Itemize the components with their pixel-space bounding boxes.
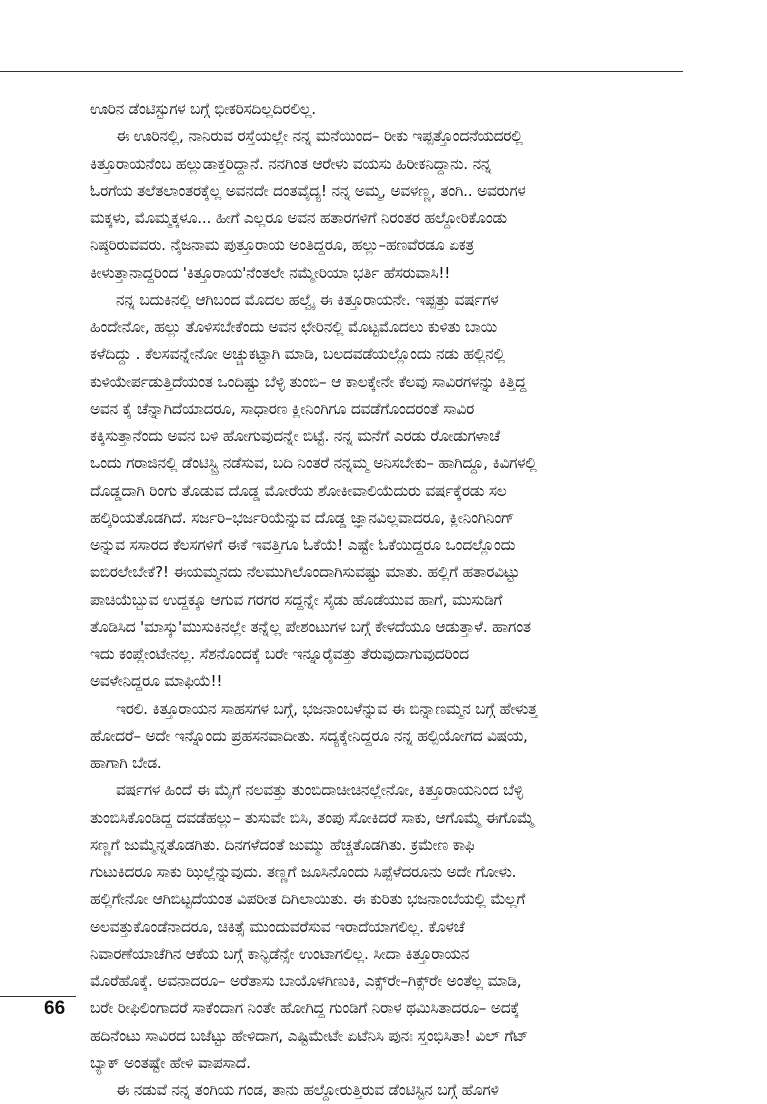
page-number: 66: [44, 998, 66, 1019]
text-line: ತುಂಬಿಸಿಕೊಂಡಿದ್ದ ದವಡೆಹಲ್ಲು– ತುಸುವೇ ಬಿಸಿ, ತಂಪು ಸೋಕಿದರೆ ಸಾಕು, ಆಗೊಮ್ಮೆ ಈಗೊಮ್ಮೆ: [90, 808, 535, 827]
text-line: ಮಕ್ಕಳು, ಮೊಮ್ಮಕ್ಕಳೂ... ಹೀಗೆ ಎಲ್ಲರೂ ಅವನ ಹತಾರಗಳಿಗೆ ನಿರಂತರ ಹಲ್ದೋರಿಕೊಂಡು: [90, 209, 507, 227]
text-line: ಕೀಳುತ್ತಾನಾದ್ದರಿಂದ 'ಕಿತ್ತೂರಾಯ'ನೆಂತಲೇ ನಮ್ಮೇರಿಯಾ ಭರ್ತಿ ಹೆಸರುವಾಸಿ!!: [90, 263, 451, 282]
text-line: ಅವಳೇನಿದ್ದರೂ ಮಾಫಿಯೆ!!: [90, 672, 223, 691]
text-line: ಬ್ಯಾಕ್ ಅಂತಷ್ಟೇ ಹೇಳಿ ವಾಪಸಾದೆ.: [90, 1053, 251, 1072]
text-line: ಅಲವತ್ತುಕೊಂಡೆನಾದರೂ, ಚಿಕಿತ್ಸೆ ಮುಂದುವರೆಸುವ ಇರಾದೆಯಾಗಲಿಲ್ಲ. ಕೊಳಚೆ: [90, 917, 465, 936]
text-line: ನಿವಾರಣೆಯಾಚೆಗಿನ ಆಕೆಯ ಬಗ್ಗೆ ಕಾನ್ಫಿಡೆನ್ಸೇ ಉಂಟಾಗಲಿಲ್ಲ. ಸೀದಾ ಕಿತ್ತೂರಾಯನ: [90, 944, 470, 963]
footer-rule: [0, 996, 76, 997]
text-line: ಅನ್ನುವ ಸಸಾರದ ಕೆಲಸಗಳಿಗೆ ಈಕೆ ಇವತ್ತಿಗೂ ಓಕೆಯೆ! ಎಷ್ಟೇ ಓಕೆಯಿದ್ದರೂ ಒಂದಲ್ಲೊಂದು: [90, 536, 516, 554]
text-line: ಹಿಂದೇನೋ, ಹಲ್ಲು ತೊಳಿಸಬೇಕೆಂದು ಅವನ ಛೇರಿನಲ್ಲಿ ಮೊಟ್ಟಮೊದಲು ಕುಳಿತು ಬಾಯಿ: [90, 318, 497, 336]
text-line: ಕಳೆದಿದ್ದು . ಕೆಲಸವನ್ನೇನೋ ಅಚ್ಚುಕಟ್ಟಾಗಿ ಮಾಡಿ, ಬಲದವಡೆಯಲ್ಲೊಂದು ನಡು ಹಲ್ಲಿನಲ್ಲಿ: [90, 345, 505, 364]
body-text: [90, 96, 678, 1104]
text-line: ದೊಡ್ಡದಾಗಿ ರಿಂಗು ತೊಡುವ ದೊಡ್ಡ ಮೋರೆಯ ಶೋಕೀವಾಲಿಯೆದುರು ವರ್ಷಕ್ಕೆರಡು ಸಲ: [90, 481, 507, 500]
text-line: ಹಲ್ಲಿಗೇನೋ ಆಗಿಬಿಟ್ಟದೆಯಂತ ವಿಪರೀತ ದಿಗಿಲಾಯಿತು. ಈ ಕುರಿತು ಭಜನಾಂಬೆಯಲ್ಲಿ ಮೆಲ್ಲಗೆ: [90, 890, 526, 909]
text-line: ಹದಿನೆಂಟು ಸಾವಿರದ ಬಜೆಟ್ಟು ಹೇಳಿದಾಗ, ಎಷ್ಟಿಮೇಟೇ ಏಟೆನಿಸಿ ಪುನಃ ಸ್ತಂಭಿಸಿತಾ! ವಿಲ್ ಗೆಟ್: [90, 1026, 528, 1045]
text-line: ಒಂದು ಗರಾಜಿನಲ್ಲಿ ಡೆಂಟಿಸ್ಟ್ರಿ ನಡೆಸುವ, ಬದಿ ನಿಂತರೆ ನನ್ನಮ್ಮ ಅನಿಸಬೇಕು– ಹಾಗಿದ್ದೂ, ಕಿವಿಗಳಲ್ಲಿ: [90, 454, 537, 473]
text-line: ಊರಿನ ಡೆಂಟಿಸ್ಟುಗಳ ಬಗ್ಗೆ ಭೀಕರಿಸದಿಲ್ಲದಿರಲಿಲ್ಲ.: [90, 100, 316, 118]
text-line: ಇದು ಕಂಪ್ಲೇಂಟೇನಲ್ಲ. ಸೆಶನೊಂದಕ್ಕೆ ಬರೇ ಇನ್ನೂರೈವತ್ತು ತೆರುವುದಾಗುವುದರಿಂದ: [90, 645, 469, 663]
text-line: ಕುಳಿಯೇರ್ಪಡುತ್ತಿದೆಯಂತ ಒಂದಿಷ್ಟು ಬೆಳ್ಳಿ ತುಂಬಿ– ಆ ಕಾಲಕ್ಕೇನೇ ಕೆಲವು ಸಾವಿರಗಳನ್ನು ಕಿತ್ತಿದ್ದ: [90, 372, 527, 391]
text-line: ಇರಲಿ. ಕಿತ್ತೂರಾಯನ ಸಾಹಸಗಳ ಬಗ್ಗೆ, ಭಜನಾಂಬಳೆನ್ನುವ ಈ ಬಿನ್ನಾಣಮ್ಮನ ಬಗ್ಗೆ ಹೇಳುತ್ತ: [116, 699, 538, 718]
text-line: ಬರೇ ರೀಫಿಲಿಂಗಾದರೆ ಸಾಕೆಂದಾಗ ನಿಂತೇ ಹೋಗಿದ್ದ ಗುಂಡಿಗೆ ನಿರಾಳ ಥಮಿಸಿತಾದರೂ– ಅದಕ್ಕೆ: [90, 999, 520, 1018]
text-line: ವರ್ಷಗಳ ಹಿಂದೆ ಈ ಮೈಗೆ ನಲವತ್ತು ತುಂಬಿದಾಚೀಚಿನಲ್ಲೇನೋ, ಕಿತ್ತೂರಾಯನಿಂದ ಬೆಳ್ಳಿ: [116, 781, 523, 800]
text-line: ಕಿತ್ತೂರಾಯನೆಂಬ ಹಲ್ಲುಡಾಕ್ತರಿದ್ದಾನೆ. ನನಗಿಂತ ಆರೇಳು ವಯಸು ಹಿರೀಕನಿದ್ದಾನು. ನನ್ನ: [90, 154, 492, 173]
text-line: ನಿಷ್ಠರಿರುವವರು. ನೈಜನಾಮ ಪುತ್ತೂರಾಯ ಅಂತಿದ್ದರೂ, ಹಲ್ಲು–ಹಣವೆರಡೂ ಏಕತ್ರ: [90, 236, 475, 255]
text-line: ಈ ನಡುವೆ ನನ್ನ ತಂಗಿಯ ಗಂಡ, ತಾನು ಹಲ್ದೋರುತ್ತಿರುವ ಡೆಂಟಿಸ್ಟಿನ ಬಗ್ಗೆ ಹೊಗಳಿ: [116, 1081, 499, 1099]
text-line: ತೊಡಿಸಿದ 'ಮಾಸ್ಕು'ಮುಸುಕಿನಲ್ಲೇ ತನ್ನೆಲ್ಲ ಪೇಶಂಟುಗಳ ಬಗ್ಗೆ ಕೇಳದೆಯೂ ಆಡುತ್ತಾಳೆ. ಹಾಗಂತ: [90, 617, 531, 636]
text-line: ಮೊರೆಹೊಕ್ಕೆ. ಅವನಾದರೂ– ಅರೆತಾಸು ಬಾಯೊಳಗಿಣುಕಿ, ಎಕ್ಸ್‌ರೇ–ಗಿಕ್ಸ್‌ರೇ ಅಂತೆಲ್ಲ ಮಾಡಿ,: [90, 972, 522, 990]
text-line: ಸಣ್ಣಗೆ ಜುಮ್ಮೆನ್ನತೊಡಗಿತು. ದಿನಗಳೆದಂತೆ ಜುಮ್ಮು ಹೆಚ್ಚತೊಡಗಿತು. ಕ್ರಮೇಣ ಕಾಫಿ: [90, 835, 475, 854]
text-line: ಪಾಚಿಯೆಬ್ಬುವ ಉದ್ದಕ್ಕೂ ಆಗುವ ಗರಗರ ಸದ್ದನ್ನೇ ಸೈಡು ಹೊಡೆಯುವ ಹಾಗೆ, ಮುಸುಡಿಗೆ: [90, 590, 503, 609]
text-line: ಗುಟುಕಿದರೂ ಸಾಕು ಝಿಲ್ಲೆನ್ನುವುದು. ತಣ್ಣಗೆ ಜೂಸಿನೊಂದು ಸಿಪ್ಪೆಳೆದರೂನು ಅದೇ ಗೋಳು.: [90, 863, 517, 881]
text-line: ಅವನ ಕೈ ಚೆನ್ನಾಗಿದೆಯಾದರೂ, ಸಾಧಾರಣ ಕ್ಲೀನಿಂಗಿಗೂ ದವಡೆಗೊಂದರಂತೆ ಸಾವಿರ: [90, 399, 474, 418]
text-line: ನನ್ನ ಬದುಕಿನಲ್ಲಿ ಆಗಿಬಂದ ಮೊದಲ ಹಲ್ವೈ ಈ ಕಿತ್ತೂರಾಯನೇ. ಇಪ್ಪತ್ತು ವರ್ಷಗಳ: [116, 290, 499, 309]
text-line: ಈ ಊರಿನಲ್ಲಿ, ನಾನಿರುವ ರಸ್ತೆಯಲ್ಲೇ ನನ್ನ ಮನೆಯಿಂದ– ರೀಕು ಇಪ್ಪತ್ತೊಂದನೆಯದರಲ್ಲಿ: [116, 127, 523, 146]
header-rule: [0, 71, 683, 72]
text-line: ಹಾಗಾಗಿ ಬೇಡ.: [90, 754, 162, 772]
text-line: ಹೋದರೆ– ಅದೇ ಇನ್ನೊಂದು ಪ್ರಹಸನವಾದೀತು. ಸದ್ಯಕ್ಕೇನಿದ್ದರೂ ನನ್ನ ಹಲ್ಪಿಯೋಗದ ವಿಷಯ,: [90, 726, 528, 745]
text-line: ಓರಗೆಯ ತಲೆತಲಾಂತರಕ್ಕೆಲ್ಲ ಅವನದೇ ದಂತವೈದ್ಯ! ನನ್ನ ಅಮ್ಮ, ಅವಳಣ್ಣ, ತಂಗಿ.. ಅವರುಗಳ: [90, 181, 526, 200]
text-line: ಐಬಿರಲೇಬೇಕೆ?! ಈಯಮ್ಮನದು ನೆಲಮುಗಿಲೊಂದಾಗಿಸುವಷ್ಟು ಮಾತು. ಹಲ್ಲಿಗೆ ಹತಾರವಿಟ್ಟು: [90, 563, 520, 582]
text-line: ಹಲ್ಕಿರಿಯತೊಡಗಿದೆ. ಸರ್ಜರಿ–ಭರ್ಜರಿಯೆನ್ನುವ ದೊಡ್ಡ ಜ್ಞಾನವಿಲ್ಲವಾದರೂ, ಕ್ಲೀನಿಂಗಿನಿಂಗ್: [90, 508, 515, 527]
text-line: ಕಕ್ಕಿಸುತ್ತಾನೆಂದು ಅವನ ಬಳಿ ಹೋಗುವುದನ್ನೇ ಬಿಟ್ಟೆ. ನನ್ನ ಮನೆಗೆ ಎರಡು ರೋಡುಗಳಾಚೆ: [90, 427, 500, 445]
